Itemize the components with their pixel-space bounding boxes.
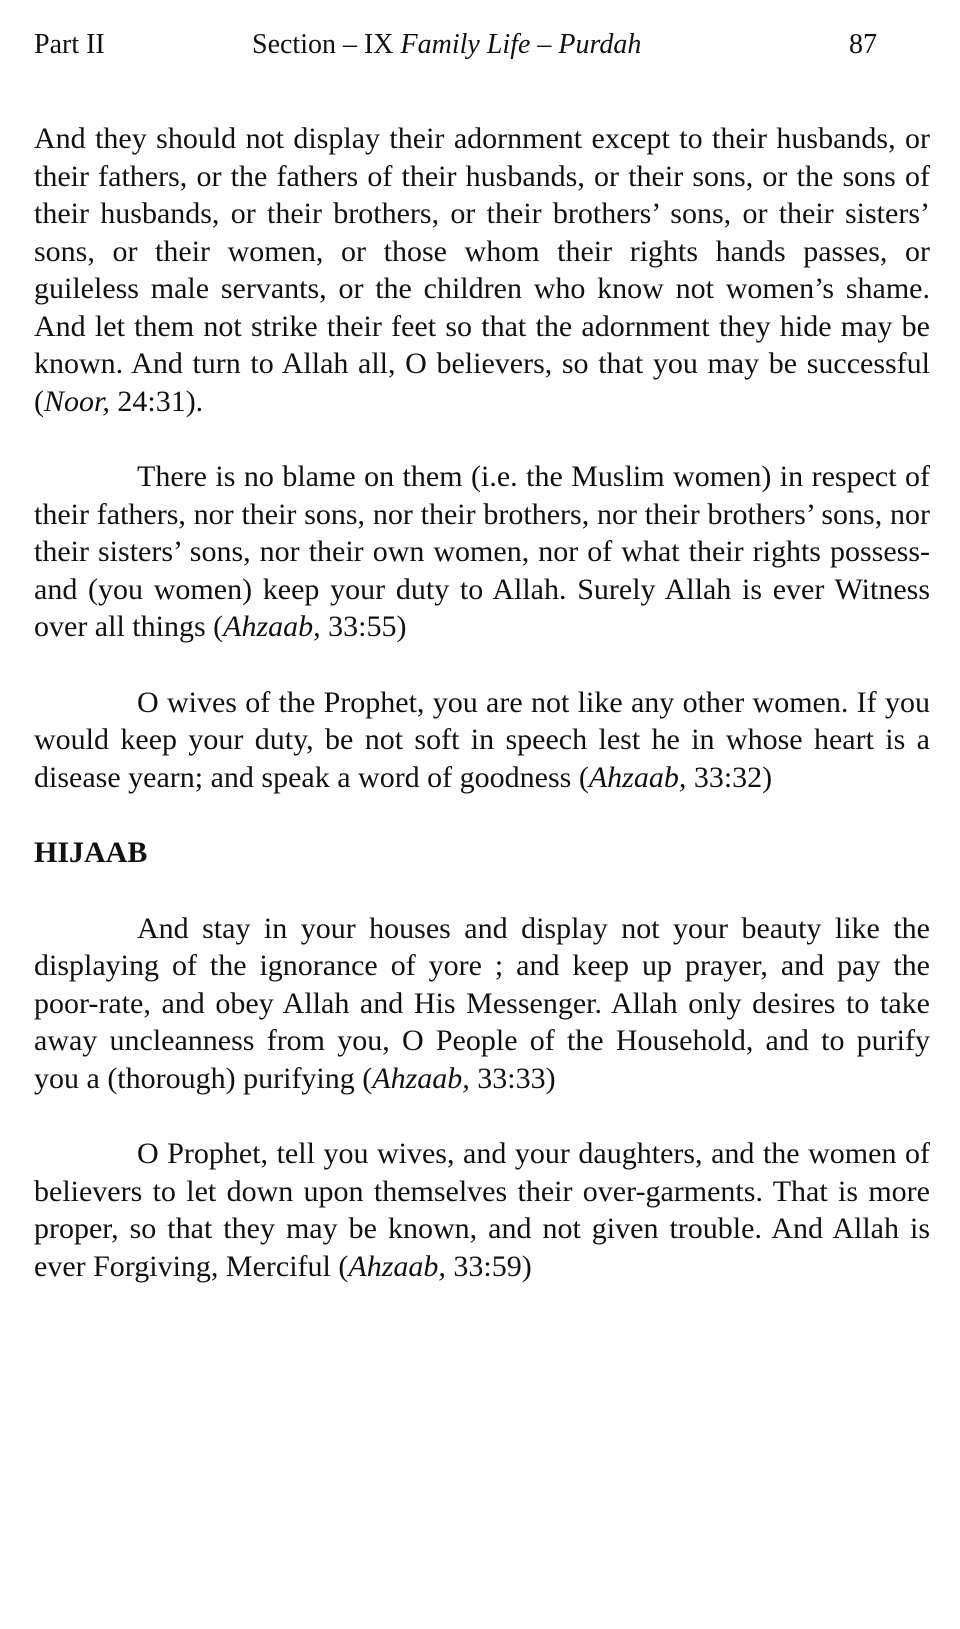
citation-ref: 24:31). <box>109 384 204 418</box>
citation-source: Ahzaab, <box>223 610 321 643</box>
paragraph-2 <box>34 458 930 646</box>
paragraph-4 <box>34 910 930 1098</box>
citation-ref: 33:32) <box>686 760 773 794</box>
section-heading: HIJAAB <box>34 836 148 869</box>
running-header <box>34 22 930 68</box>
paragraph-text: There is no blame on them (i.e. the Muslim women) in respect of their fathers, nor their sons, nor their brothers, nor their brothers’ sons, nor their sisters’ sons, nor their own women, nor of what their rights possess-and (you women) keep your duty to Allah. Surely Allah is ever Witness over all things ( <box>34 460 930 643</box>
citation-ref: 33:55) <box>320 610 407 643</box>
header-part: Part II <box>34 29 105 60</box>
paragraph-3 <box>34 684 930 797</box>
paragraph-text: O Prophet, tell you wives, and your daughters, and the women of believers to let down upon themselves their over-garments. That is more proper, so that they may be known, and not given trouble. And Allah is ever Forgiving, Merciful ( <box>34 1137 930 1283</box>
page-number: 87 <box>849 29 877 60</box>
header-section-title: Family Life – Purdah <box>400 29 642 60</box>
citation-source: Ahzaab, <box>372 1061 470 1095</box>
paragraph-1 <box>34 120 930 420</box>
paragraph-text: And they should not display their adornment except to their husbands, or their fathers, or the fathers of their husbands, or their sons, or the sons of their husbands, or their brothers, or their brothers’ sons, or their sisters’ sons, or their women, or those whom their rights hands passes, or guileless male servants, or the children who know not women’s shame. And let them not strike their feet so that the adornment they hide may be known. And turn to Allah all, O believers, so that you may be successful ( <box>34 122 930 418</box>
body-text <box>34 120 930 1285</box>
header-section-prefix: Section – IX <box>252 29 401 60</box>
citation-source: Ahzaab, <box>588 760 687 794</box>
document-page <box>34 22 930 1323</box>
citation-source: Ahzaab, <box>348 1249 446 1283</box>
header-section <box>252 22 641 68</box>
paragraph-5 <box>34 1135 930 1285</box>
citation-ref: 33:33) <box>469 1061 556 1095</box>
paragraph-text: O wives of the Prophet, you are not like any other women. If you would keep your duty, be not soft in speech lest he in whose heart is a disease yearn; and speak a word of goodness ( <box>34 685 930 794</box>
citation-ref: 33:59) <box>445 1249 532 1283</box>
paragraph-text: And stay in your houses and display not your beauty like the displaying of the ignorance of yore ; and keep up prayer, and pay the poor-rate, and obey Allah and His Messenger. Allah only desires to take away uncleanness from you, O People of the Household, and to purify you a (thorough) purifying ( <box>34 911 930 1095</box>
citation-source: Noor, <box>44 384 110 418</box>
